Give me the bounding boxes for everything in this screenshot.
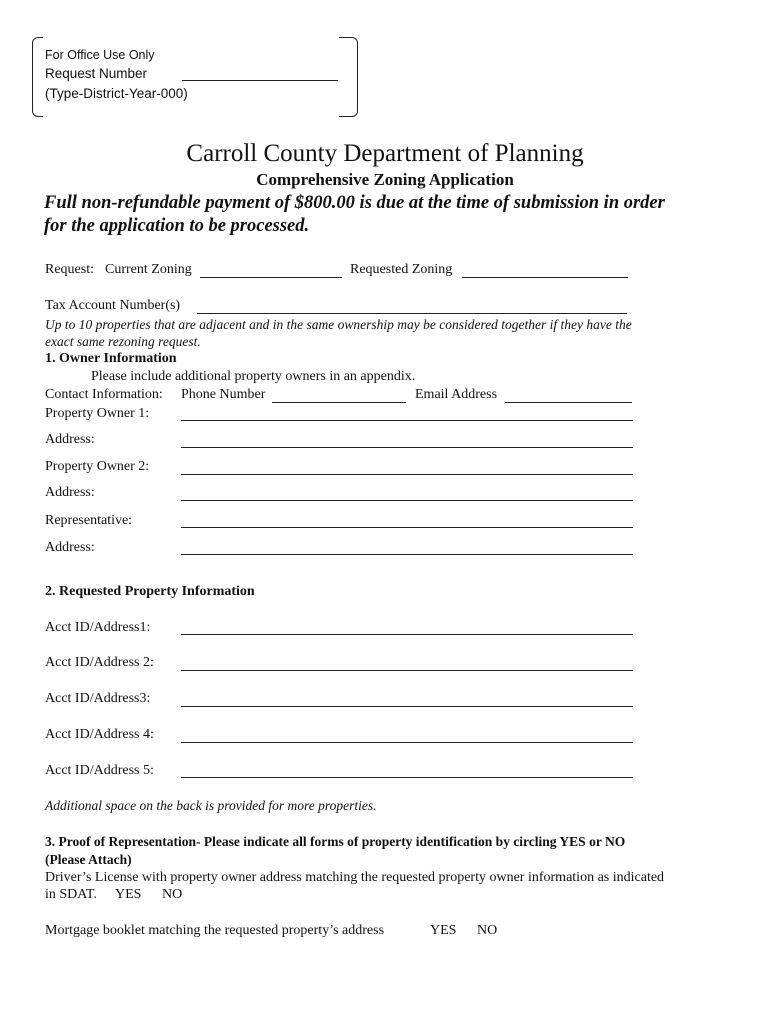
representative-address-field[interactable] (181, 554, 633, 555)
drivers-license-line1: Driver’s License with property owner address matching the requested property owner information as indicated (45, 870, 665, 885)
acct-address-1-field[interactable] (181, 634, 633, 635)
bracket-right (357, 55, 358, 99)
tax-note-line2: exact same rezoning request. (45, 334, 201, 349)
payment-notice-line1: Full non-refundable payment of $800.00 is due at the time of submission in order (44, 193, 665, 213)
acct-address-2-field[interactable] (181, 670, 633, 671)
phone-number-label: Phone Number (181, 387, 266, 402)
owner-1-address-field[interactable] (181, 447, 633, 448)
tax-account-label: Tax Account Number(s) (45, 298, 181, 313)
requested-zoning-field[interactable] (462, 277, 628, 278)
acct-address-5-field[interactable] (181, 777, 633, 778)
property-row-label: Acct ID/Address 4: (45, 727, 154, 742)
request-label: Request: (45, 262, 94, 277)
owner-row-label: Address: (45, 540, 95, 555)
property-owner-1-field[interactable] (181, 420, 633, 421)
acct-address-4-field[interactable] (181, 742, 633, 743)
representative-field[interactable] (181, 527, 633, 528)
mortgage-no-option[interactable]: NO (477, 923, 498, 938)
owner-2-address-field[interactable] (181, 500, 633, 501)
payment-notice-line2: for the application to be processed. (44, 216, 310, 236)
proof-section-heading: 3. Proof of Representation- Please indicate all forms of property identification by circling YES or NO (45, 834, 626, 849)
mortgage-booklet-label: Mortgage booklet matching the requested property’s address (45, 923, 385, 938)
contact-info-label: Contact Information: (45, 387, 163, 402)
request-number-field[interactable] (182, 80, 338, 81)
bracket-left (32, 55, 33, 99)
tax-note-line1: Up to 10 properties that are adjacent and in the same ownership may be considered together if they have the (45, 317, 632, 332)
owner-row-label: Representative: (45, 513, 133, 528)
email-address-field[interactable] (505, 402, 632, 403)
bracket-bottom-left (32, 98, 43, 117)
property-row-label: Acct ID/Address1: (45, 620, 151, 635)
license-no-option[interactable]: NO (162, 887, 183, 902)
property-row-label: Acct ID/Address3: (45, 691, 151, 706)
owner-row-label: Property Owner 2: (45, 459, 150, 474)
current-zoning-field[interactable] (200, 277, 342, 278)
owner-row-label: Address: (45, 432, 95, 447)
current-zoning-label: Current Zoning (105, 262, 192, 277)
page-subtitle: Comprehensive Zoning Application (256, 170, 514, 189)
property-row-label: Acct ID/Address 2: (45, 655, 154, 670)
phone-number-field[interactable] (272, 402, 406, 403)
owner-row-label: Property Owner 1: (45, 406, 150, 421)
property-section-heading: 2. Requested Property Information (45, 584, 255, 599)
additional-space-note: Additional space on the back is provided for more properties. (45, 798, 377, 813)
bracket-top-right (339, 37, 358, 56)
license-yes-option[interactable]: YES (115, 887, 142, 902)
request-number-label: Request Number (45, 66, 148, 81)
drivers-license-line2: in SDAT. (45, 887, 97, 902)
mortgage-yes-option[interactable]: YES (430, 923, 457, 938)
owner-section-heading: 1. Owner Information (45, 351, 177, 366)
acct-address-3-field[interactable] (181, 706, 633, 707)
page-title: Carroll County Department of Planning (186, 140, 584, 167)
owner-row-label: Address: (45, 485, 95, 500)
bracket-bottom-right (339, 98, 358, 117)
property-owner-2-field[interactable] (181, 474, 633, 475)
request-number-format: (Type-District-Year-000) (45, 86, 188, 101)
owner-appendix-note: Please include additional property owners in an appendix. (91, 369, 416, 384)
email-address-label: Email Address (415, 387, 498, 402)
tax-account-field[interactable] (197, 313, 627, 314)
office-use-label: For Office Use Only (45, 48, 155, 62)
proof-section-heading-attach: (Please Attach) (45, 852, 132, 867)
bracket-top-left (32, 37, 43, 56)
requested-zoning-label: Requested Zoning (350, 262, 453, 277)
property-row-label: Acct ID/Address 5: (45, 763, 154, 778)
